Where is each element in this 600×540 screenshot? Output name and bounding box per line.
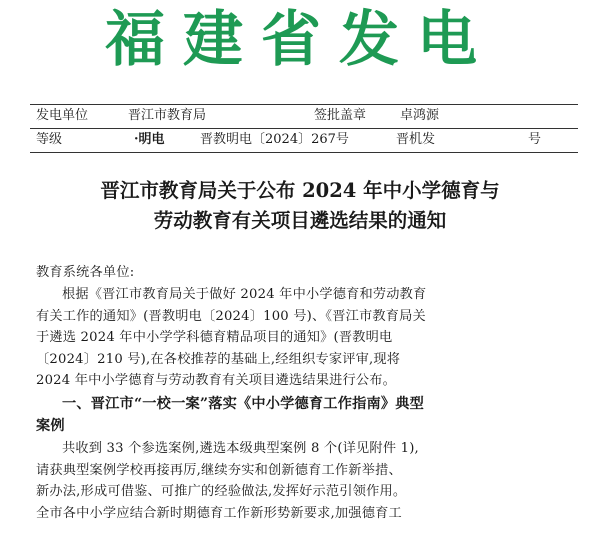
dispatch-label: 晋机发 xyxy=(396,132,436,147)
approver-label: 签批盖章 xyxy=(314,108,367,123)
paragraph-line: 于遴选 2024 年中小学学科德育精品项目的通知》(晋教明电 xyxy=(36,330,393,346)
sender-label: 发电单位 xyxy=(36,108,89,123)
notice-title-line1: 晋江市教育局关于公布 2024 年中小学德育与 xyxy=(100,179,500,202)
paragraph-line: 有关工作的通知》(晋教明电〔2024〕100 号)、《晋江市教育局关 xyxy=(36,308,426,324)
salutation-text: 教育系统各单位: xyxy=(36,265,135,280)
paragraph-line: 根据《晋江市教育局关于做好 2024 年中小学德育和劳动教育 xyxy=(62,287,427,302)
level-value: ·明电 xyxy=(134,132,165,147)
meta-row-sender xyxy=(36,106,576,126)
meta-rule-1 xyxy=(30,128,578,129)
paragraph-2 xyxy=(36,438,566,524)
approver-value: 卓鸿源 xyxy=(400,108,440,123)
level-label: 等级 xyxy=(36,132,63,147)
paragraph-1 xyxy=(36,284,566,392)
paragraph-line: 2024 年中小学德育与劳动教育有关项目遴选结果进行公布。 xyxy=(36,373,397,389)
paragraph-line: 全市各中小学应结合新时期德育工作新形势新要求,加强德育工 xyxy=(36,505,402,521)
meta-row-level xyxy=(36,130,576,150)
section-heading-line: 一、晋江市“一校一案”落实《中小学德育工作指南》典型 xyxy=(62,396,425,412)
doc-number: 晋教明电〔2024〕267号 xyxy=(200,132,349,147)
section-heading-line: 案例 xyxy=(36,417,65,434)
salutation xyxy=(36,262,566,284)
meta-rule-2 xyxy=(30,152,578,153)
notice-title-line2: 劳动教育有关项目遴选结果的通知 xyxy=(153,209,447,232)
sender-value: 晋江市教育局 xyxy=(128,108,207,123)
number-suffix: 号 xyxy=(528,132,542,147)
top-rule xyxy=(30,104,578,105)
masthead-title: 福建省发电 xyxy=(105,5,495,75)
paragraph-line: 请获典型案例学校再接再厉,继续夯实和创新德育工作新举措、 xyxy=(36,462,402,478)
paragraph-line: 共收到 33 个参选案例,遴选本级典型案例 8 个(详见附件 1), xyxy=(62,441,419,456)
section-heading-1 xyxy=(36,394,566,437)
paragraph-line: 〔2024〕210 号),在各校推荐的基础上,经组织专家评审,现将 xyxy=(36,351,401,367)
paragraph-line: 新办法,形成可借鉴、可推广的经验做法,发挥好示范引领作用。 xyxy=(36,484,407,500)
